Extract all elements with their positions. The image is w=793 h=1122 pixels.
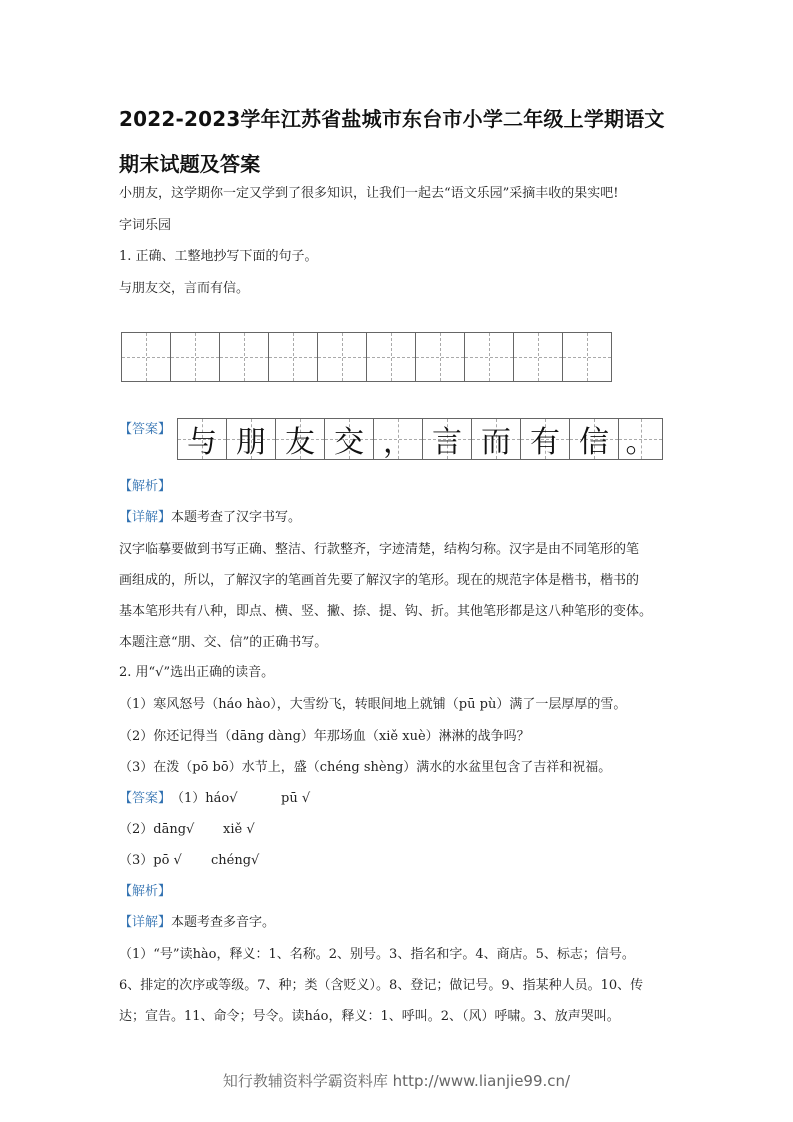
q2-detail-tag: 【详解】 <box>119 915 172 930</box>
answer-char: 。 <box>625 425 656 460</box>
answer-cell <box>423 419 472 459</box>
q2-item: （1）寒风怒号（háo hào），大雪纷飞，转眼间地上就铺（pū pù）满了一层厚厚的雪。 <box>119 697 627 712</box>
answer-char: 朋 <box>236 425 266 460</box>
grid-cell <box>318 333 367 381</box>
q1-sentence: 与朋友交，言而有信。 <box>119 281 250 296</box>
writing-grid-answer <box>177 418 663 460</box>
answer-char: 言 <box>432 425 462 460</box>
answer-char: 有 <box>530 425 560 460</box>
answer-char: 交 <box>334 425 364 460</box>
answer-cell <box>227 419 276 459</box>
answer-char: 而 <box>481 425 511 460</box>
q2-answer-b: chéng√ <box>211 853 260 868</box>
q2-detail-text: 本题考查多音字。 <box>171 915 276 930</box>
q2-answer-row <box>119 821 255 839</box>
grid-cell <box>220 333 269 381</box>
q1-detail-text: 本题考查了汉字书写。 <box>171 510 302 525</box>
intro-text: 小朋友，这学期你一定又学到了很多知识，让我们一起去“语文乐园”采摘丰收的果实吧! <box>119 186 619 201</box>
answer-char: 与 <box>187 425 217 460</box>
grid-cell <box>563 333 612 381</box>
grid-cell <box>171 333 220 381</box>
answer-cell <box>472 419 521 459</box>
answer-char: 友 <box>285 425 315 460</box>
q2-detail <box>119 914 275 932</box>
q2-answer-a: （3）pō √ <box>119 853 182 868</box>
q2-analysis-tag: 【解析】 <box>119 884 172 899</box>
answer-cell <box>325 419 374 459</box>
q1-answer-tag: 【答案】 <box>119 422 172 437</box>
answer-cell <box>374 419 423 459</box>
q2-answer-row <box>119 790 310 808</box>
page-title-line2: 期末试题及答案 <box>119 152 261 176</box>
answer-cell <box>619 419 663 459</box>
q2-answer-tag: 【答案】 <box>119 791 172 806</box>
grid-cell <box>514 333 563 381</box>
q2-explain-line: 达；宣告。11、命令；号令。读háo，释义：1、呼叫。2、（风）呼啸。3、放声哭叫。 <box>119 1009 620 1024</box>
grid-cell <box>122 333 171 381</box>
answer-cell <box>521 419 570 459</box>
q2-question: 2. 用“√”选出正确的读音。 <box>119 665 275 680</box>
q2-item: （2）你还记得当（dāng dàng）年那场血（xiě xuè）淋淋的战争吗？ <box>119 729 530 744</box>
answer-char: 信 <box>579 425 609 460</box>
q1-explain-line: 本题注意“朋、交、信”的正确书写。 <box>119 635 328 650</box>
q2-explain-line: 6、排定的次序或等级。7、种；类（含贬义）。8、登记；做记号。9、指某种人员。10、传 <box>119 978 644 993</box>
q1-question: 1. 正确、工整地抄写下面的句子。 <box>119 249 318 264</box>
q1-explain-line: 画组成的，所以，了解汉字的笔画首先要了解汉字的笔形。现在的规范字体是楷书，楷书的 <box>119 573 640 588</box>
q1-analysis-tag: 【解析】 <box>119 479 172 494</box>
answer-cell <box>276 419 325 459</box>
q2-answer-a: （1）háo√ <box>171 791 238 806</box>
grid-cell <box>465 333 514 381</box>
writing-grid-empty <box>121 332 612 382</box>
footer-watermark: 知行教辅资料学霸资料库 http://www.lianjie99.cn/ <box>222 1072 571 1090</box>
grid-cell <box>269 333 318 381</box>
page-title-line1: 2022-2023学年江苏省盐城市东台市小学二年级上学期语文 <box>119 107 665 131</box>
q2-explain-line: （1）“号”读hào，释义：1、名称。2、别号。3、指名和字。4、商店。5、标志；信号。 <box>119 947 635 962</box>
q2-answer-b: pū √ <box>281 791 311 806</box>
section-heading: 字词乐园 <box>119 218 172 233</box>
answer-cell <box>178 419 227 459</box>
q2-item: （3）在泼（pō bō）水节上，盛（chéng shèng）满水的水盆里包含了吉祥和祝福。 <box>119 760 612 775</box>
q1-detail <box>119 509 301 527</box>
grid-cell <box>367 333 416 381</box>
q1-explain-line: 汉字临摹要做到书写正确、整洁、行款整齐，字迹清楚，结构匀称。汉字是由不同笔形的笔 <box>119 542 640 557</box>
q1-detail-tag: 【详解】 <box>119 510 172 525</box>
grid-cell <box>416 333 465 381</box>
answer-char: ， <box>383 425 413 460</box>
q2-answer-b: xiě √ <box>223 822 255 837</box>
q2-answer-row <box>119 852 259 870</box>
q2-answer-a: （2）dāng√ <box>119 822 195 837</box>
q1-explain-line: 基本笔形共有八种，即点、横、竖、撇、捺、提、钩、折。其他笔形都是这八种笔形的变体。 <box>119 604 653 619</box>
answer-cell <box>570 419 619 459</box>
